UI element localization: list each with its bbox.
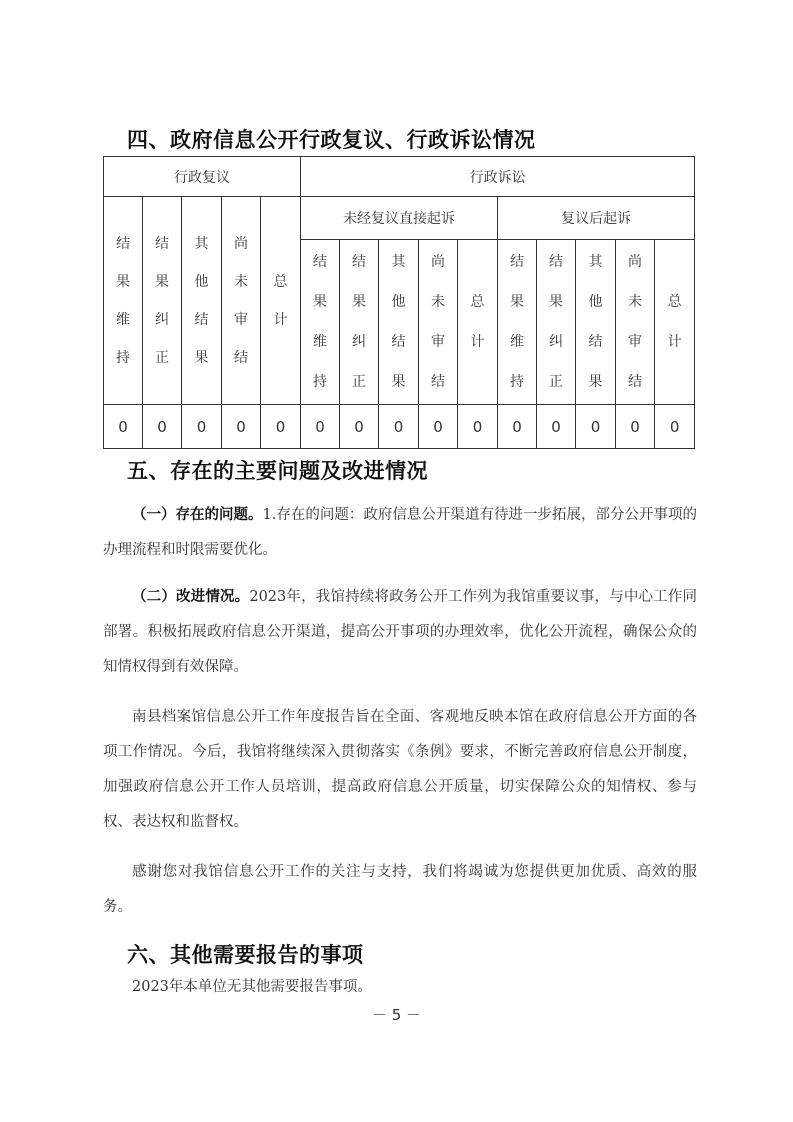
page-number: － 5 － (371, 1006, 422, 1024)
col-after-total: 总 计 (655, 240, 695, 405)
col-direct-maintained: 结 果 维 持 (301, 240, 340, 405)
summary-paragraph: 南县档案馆信息公开工作年度报告旨在全面、客观地反映本馆在政府信息公开方面的各项工作情况。今后，我馆将继续深入贯彻落实《条例》要求，不断完善政府信息公开制度，加强政府信息公开工作人员培训，提高政府信息公开质量，切实保障公众的知情权、参与权、表达权和监督权。 (103, 709, 697, 830)
col-rec-total: 总 计 (261, 197, 301, 405)
value-cell: 0 (616, 405, 655, 449)
value-cell: 0 (498, 405, 537, 449)
value-cell: 0 (182, 405, 222, 449)
col-after-other: 其 他 结 果 (576, 240, 616, 405)
value-cell: 0 (458, 405, 498, 449)
section-5-heading: 五、存在的主要问题及改进情况 (127, 459, 428, 483)
problems-text: 1.存在的问题：政府信息公开渠道有待进一步拓展，部分公开事项的办理流程和时限需要优化。 (103, 507, 697, 558)
col-direct-other: 其 他 结 果 (379, 240, 419, 405)
header-reconsideration: 行政复议 (104, 157, 301, 197)
value-cell: 0 (340, 405, 379, 449)
value-cell: 0 (379, 405, 419, 449)
col-rec-maintained: 结 果 维 持 (104, 197, 143, 405)
table-row-values (104, 405, 695, 449)
col-rec-corrected: 结 果 纠 正 (143, 197, 182, 405)
value-cell: 0 (537, 405, 576, 449)
col-after-pending: 尚 未 审 结 (616, 240, 655, 405)
col-after-maintained: 结 果 维 持 (498, 240, 537, 405)
value-cell: 0 (222, 405, 261, 449)
value-cell: 0 (104, 405, 143, 449)
col-after-corrected: 结 果 纠 正 (537, 240, 576, 405)
col-rec-pending: 尚 未 审 结 (222, 197, 261, 405)
problems-paragraph (103, 498, 697, 568)
other-matters-paragraph: 2023年本单位无其他需要报告事项。 (132, 979, 372, 995)
col-rec-other: 其 他 结 果 (182, 197, 222, 405)
section-6-heading: 六、其他需要报告的事项 (127, 943, 364, 967)
section-4-heading: 四、政府信息公开行政复议、行政诉讼情况 (127, 128, 536, 152)
improvements-label: （二）改进情况。 (132, 589, 250, 605)
thanks-paragraph: 感谢您对我馆信息公开工作的关注与支持，我们将竭诚为您提供更加优质、高效的服务。 (103, 864, 697, 915)
col-direct-total: 总 计 (458, 240, 498, 405)
value-cell: 0 (143, 405, 182, 449)
litigation-table (103, 156, 695, 449)
col-direct-pending: 尚 未 审 结 (419, 240, 458, 405)
value-cell: 0 (301, 405, 340, 449)
problems-label: （一）存在的问题。 (132, 507, 263, 523)
value-cell: 0 (576, 405, 616, 449)
header-direct-suit: 未经复议直接起诉 (301, 197, 498, 240)
header-after-reconsideration: 复议后起诉 (498, 197, 695, 240)
improvements-text: 2023年，我馆持续将政务公开工作列为我馆重要议事，与中心工作同部署。积极拓展政府信息公开渠道，提高公开事项的办理效率，优化公开流程，确保公众的知情权得到有效保障。 (103, 589, 697, 675)
header-litigation: 行政诉讼 (301, 157, 695, 197)
col-direct-corrected: 结 果 纠 正 (340, 240, 379, 405)
value-cell: 0 (655, 405, 695, 449)
value-cell: 0 (261, 405, 301, 449)
improvements-paragraph (103, 580, 697, 685)
value-cell: 0 (419, 405, 458, 449)
